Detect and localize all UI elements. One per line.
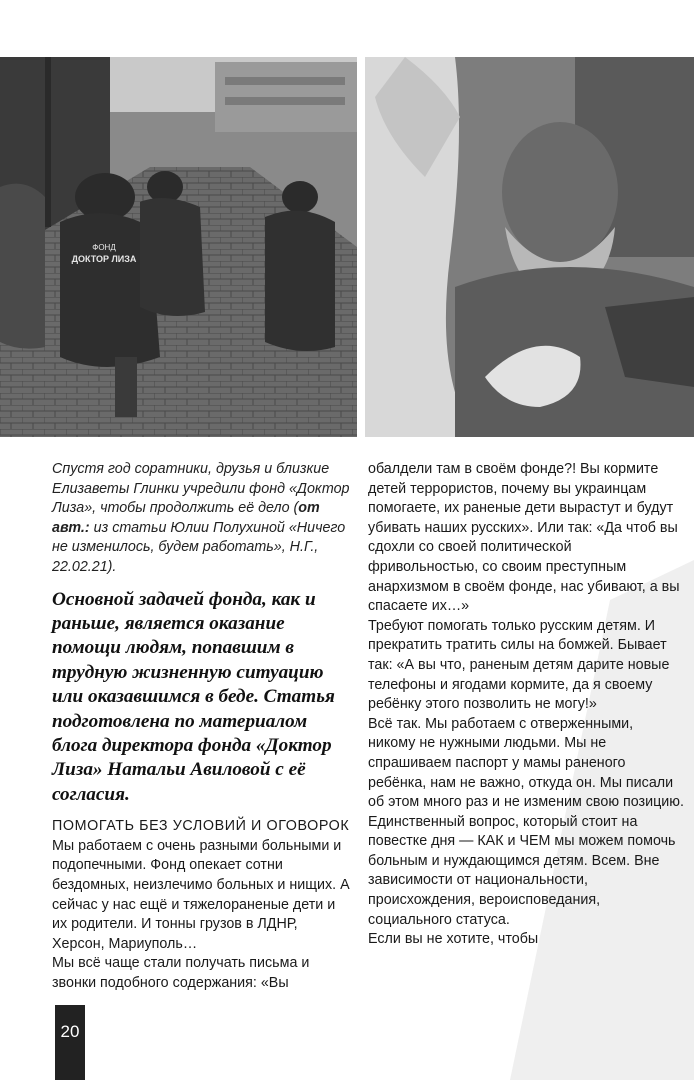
vest-text-fund: ФОНД [92,243,116,252]
photo-caption: Спустя год соратники, друзья и близкие Елизаветы Глинки учредили фонд «Доктор Лиза», чтобы продолжить её дело (от авт.: из статьи Юлии Полухиной «Ничего не изменилось, будем работать», Н.Г., 22.02.21). [52,461,350,575]
lead-paragraph: Основной задачей фонда, как и раньше, является оказание помощи людям, попавшим в трудную жизненную ситуацию или оказавшимся в беде. Статья подготовлена по материалом блога директора фонда «Доктор Лиза» Натальи Авиловой с её согласия. [52,588,335,805]
paragraph: Мы работаем с очень разными больными и подопечными. Фонд опекает сотни бездомных, неизлечимо больных и нищих. А сейчас у нас ещё и тяжелораненые дети и их родители. И тонны грузов в ЛДНР, Херсон, Мариуполь… [52,837,350,952]
right-column [368,460,684,950]
left-body-text [52,837,352,994]
paragraph: Мы всё чаще стали получать письма и звонки подобного содержания: «Вы [52,955,310,991]
caption-author-note: от авт.: [52,500,320,536]
photo-volunteers-street [0,57,357,437]
paragraph: Всё так. Мы работаем с отверженными, никому не нужными людьми. Мы не спрашиваем паспорт у мамы раненого ребёнка, нам не важно, откуда он. Мы писали об этом много раз и не изменим свою позицию. Единственный вопрос, который стоит на повестке дня — КАК и ЧЕМ мы можем помочь больным и нуждающимся детям. Всем. Вне зависимости от национальности, происхождения, вероисповедания, социального статуса. [368,715,684,928]
page-number: 20 [55,1005,85,1080]
section-heading: ПОМОГАТЬ БЕЗ УСЛОВИЙ И ОГОВОРОК [52,818,350,835]
left-column [52,460,352,994]
vest-text-name: ДОКТОР ЛИЗА [71,254,137,264]
paragraph: Требуют помогать только русским детям. И прекратить тратить силы на бомжей. Бывает так: «А вы что, раненым детям дарите новые телефоны и ягодами кормите, да я своему ребёнку этого позволить не могу!» [368,617,670,713]
paragraph: обалдели там в своём фонде?! Вы кормите детей террористов, почему вы украинцам помогаете, их раненые дети вырастут и будут убивать наших русских». Или так: «Да чтоб вы сдохли со своей политической фривольностью, со своим преступным анархизмом в своём фонде, нас убивают, а вы спасаете их…» [368,461,680,615]
photo-elderly-man-doctor [365,57,694,437]
paragraph: Если вы не хотите, чтобы [368,931,539,948]
